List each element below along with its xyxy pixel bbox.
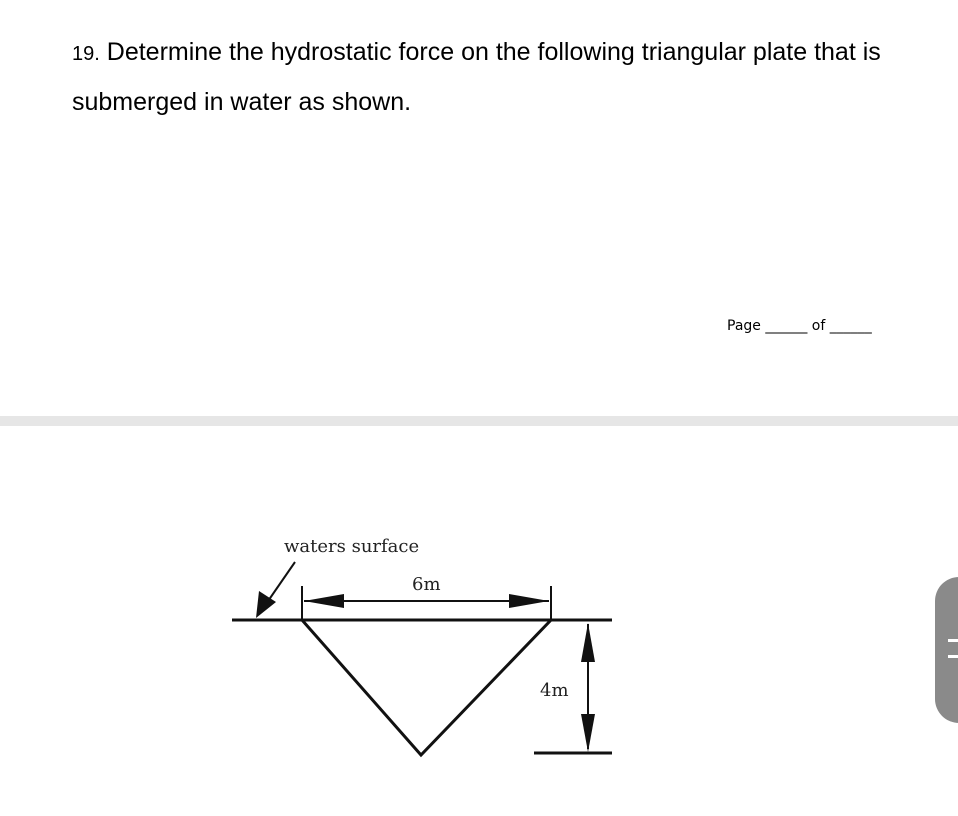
depth-label: 4m	[540, 680, 569, 701]
triangular-plate-figure	[0, 426, 958, 816]
triangle-plate	[302, 620, 551, 755]
depth-arrow-bottom	[581, 714, 595, 752]
question-number: 19.	[72, 43, 100, 65]
question-body: Determine the hydrostatic force on the following triangular plate that is submerged in water as shown.	[72, 38, 881, 116]
page-number-footer: Page ______ of ______	[727, 318, 872, 334]
side-drawer-tab[interactable]	[935, 577, 958, 723]
surface-label: waters surface	[284, 536, 420, 557]
page-divider	[0, 416, 958, 426]
question-text	[72, 28, 932, 126]
width-arrow-left	[304, 594, 344, 608]
width-arrow-right	[509, 594, 549, 608]
figure-svg	[0, 426, 958, 816]
width-label: 6m	[412, 574, 441, 595]
surface-pointer-line	[266, 562, 295, 604]
depth-arrow-top	[581, 623, 595, 662]
